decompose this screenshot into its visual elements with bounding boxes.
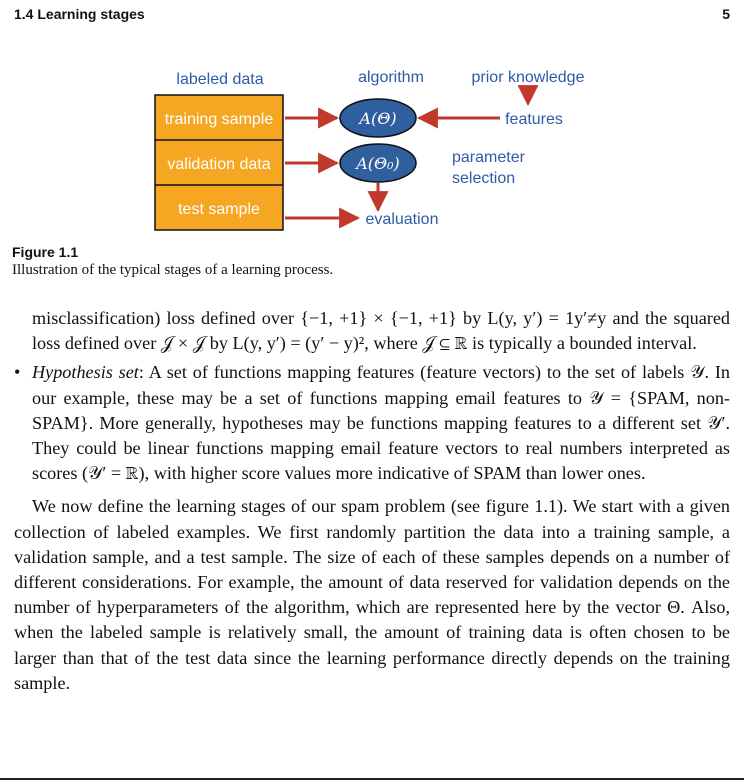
figure-caption <box>12 244 732 279</box>
algorithm-label: algorithm <box>358 69 424 86</box>
validation-data-label: validation data <box>167 156 271 173</box>
section-title: 1.4 Learning stages <box>14 6 145 22</box>
labeled-data-label: labeled data <box>176 71 264 88</box>
parameter-label: parameter <box>452 149 525 166</box>
selection-label: selection <box>452 170 516 187</box>
bullet-text: : A set of functions mapping features (feature vectors) to the set of labels 𝒴. In our example, these may be a set of functions mapping email features to 𝒴 = {SPAM, non-SPAM}. More generally, hypotheses may be functions mapping features to a different set 𝒴′. They could be linear functions mapping email feature vectors to real numbers interpreted as scores (𝒴′ = ℝ), with higher score values more indicative of SPAM than lower ones. <box>32 362 730 484</box>
prior-knowledge-label: prior knowledge <box>471 69 585 86</box>
page-bottom-rule <box>0 778 744 780</box>
page-number: 5 <box>722 6 730 22</box>
validation-algorithm-node-label: A(Θ₀) <box>356 154 400 173</box>
figure-caption-label: Figure 1.1 <box>12 244 79 260</box>
test-sample-label: test sample <box>178 201 260 218</box>
loss-continuation-paragraph: misclassification) loss defined over {−1, +1} × {−1, +1} by L(y, y′) = 1y′≠y and the squared loss defined over 𝒥 × 𝒥 by L(y, y′) = (y′ − y)², where 𝒥 ⊆ ℝ is typically a bounded interval. <box>32 308 730 354</box>
bullet-dot: • <box>14 362 21 383</box>
page-header <box>14 6 730 26</box>
features-label: features <box>505 111 563 128</box>
hypothesis-set-bullet <box>14 360 730 486</box>
algorithm-node-label: A(Θ) <box>359 109 397 128</box>
learning-stages-paragraph: We now define the learning stages of our spam problem (see figure 1.1). We start with a given collection of labeled examples. We first randomly partition the data into a training sample, a validation sample, and a test sample. The size of each of these samples depends on a number of different considerations. For example, the amount of data reserved for validation depends on the number of hyperparameters of the algorithm, which are represented here by the vector Θ. Also, when the labeled sample is relatively small, the amount of training data is often chosen to be larger than that of the test data since the learning performance directly depends on the training sample. <box>14 496 730 693</box>
body-text <box>14 306 730 696</box>
learning-stages-figure <box>0 60 744 240</box>
bullet-term: Hypothesis set <box>32 362 139 383</box>
figure-caption-text: Illustration of the typical stages of a learning process. <box>12 262 334 278</box>
evaluation-label: evaluation <box>365 211 439 228</box>
training-sample-label: training sample <box>164 111 274 128</box>
